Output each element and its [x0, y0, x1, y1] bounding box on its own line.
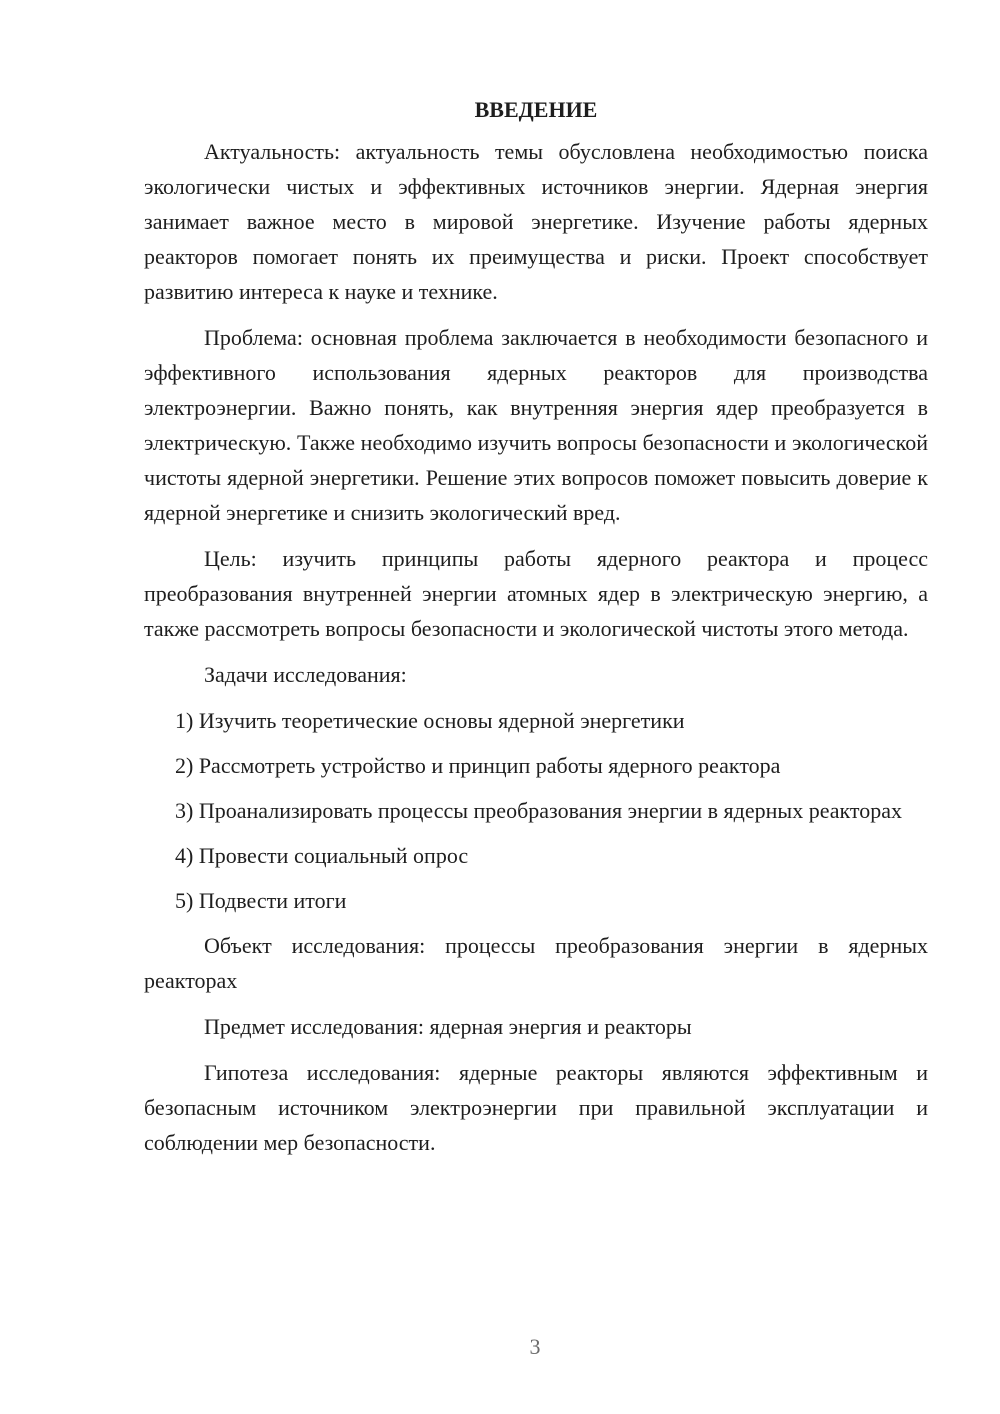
task-item: 1) Изучить теоретические основы ядерной энергетики — [175, 708, 685, 733]
section-title: ВВЕДЕНИЕ — [474, 97, 598, 122]
page-content — [144, 92, 928, 1171]
task-item: 4) Провести социальный опрос — [175, 843, 469, 868]
tasks-heading: Задачи исследования: — [204, 662, 407, 687]
tasks-list — [144, 703, 928, 918]
object-paragraph: Объект исследования: процессы преобразования энергии в ядерных реакторах — [144, 933, 928, 993]
subject-paragraph: Предмет исследования: ядерная энергия и реакторы — [204, 1014, 692, 1039]
page-number: 3 — [529, 1334, 541, 1359]
goal-paragraph: Цель: изучить принципы работы ядерного реактора и процесс преобразования внутренней энергии атомных ядер в электрическую энергию, а также рассмотреть вопросы безопасности и экологической чистоты этого метода. — [144, 546, 928, 641]
task-item: 5) Подвести итоги — [175, 888, 347, 913]
relevance-paragraph: Актуальность: актуальность темы обусловлена необходимостью поиска экологически чистых и эффективных источников энергии. Ядерная энергия занимает важное место в мировой энергетике. Изучение работы ядерных реакторов помогает понять их преимущества и риски. Проект способствует развитию интереса к науке и технике. — [144, 139, 928, 304]
task-item: 3) Проанализировать процессы преобразования энергии в ядерных реакторах — [175, 798, 902, 823]
task-item: 2) Рассмотреть устройство и принцип работы ядерного реактора — [175, 753, 781, 778]
problem-paragraph: Проблема: основная проблема заключается в необходимости безопасного и эффективного использования ядерных реакторов для производства электроэнергии. Важно понять, как внутренняя энергия ядер преобразуется в электрическую. Также необходимо изучить вопросы безопасности и экологической чистоты ядерной энергетики. Решение этих вопросов поможет повысить доверие к ядерной энергетике и снизить экологический вред. — [144, 325, 928, 525]
hypothesis-paragraph: Гипотеза исследования: ядерные реакторы являются эффективным и безопасным источником электроэнергии при правильной эксплуатации и соблюдении мер безопасности. — [144, 1060, 928, 1155]
